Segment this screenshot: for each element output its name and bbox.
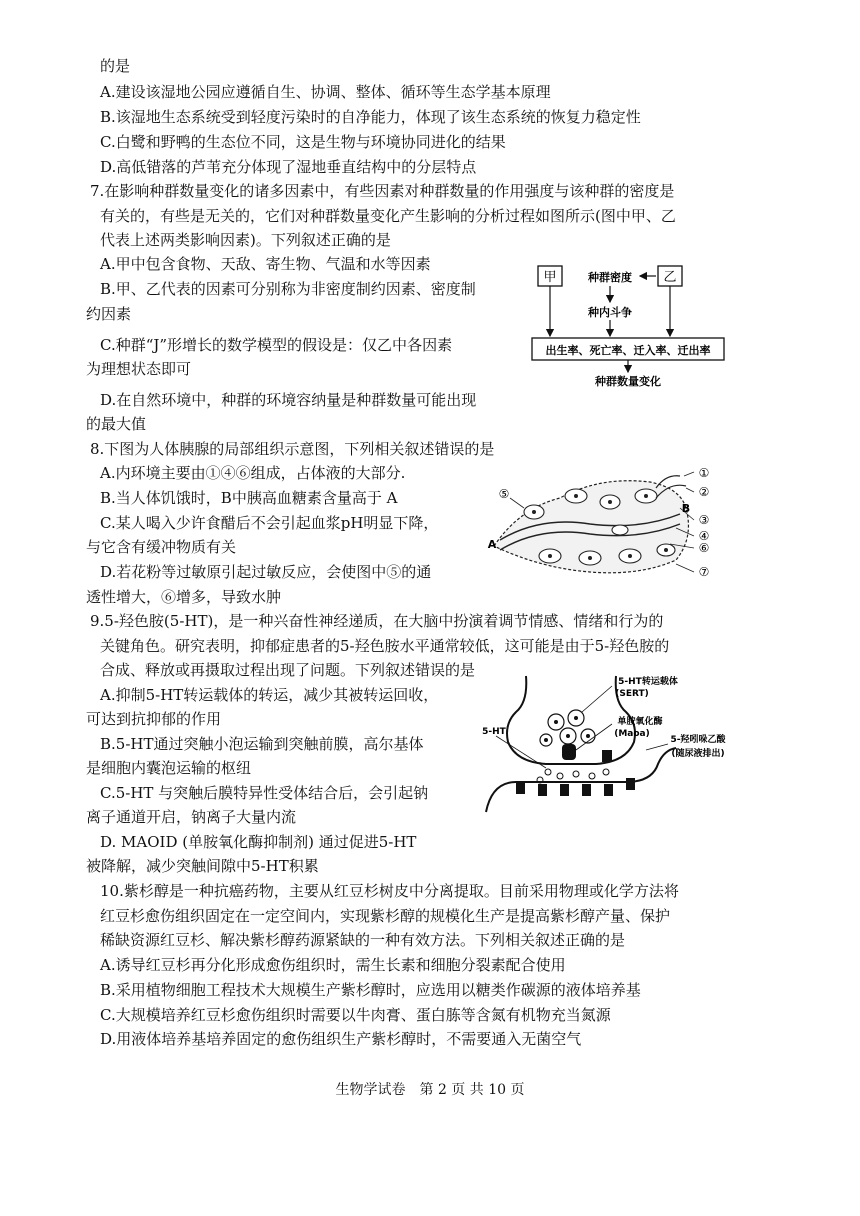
option-a: A.诱导红豆杉再分化形成愈伤组织时，需生长素和细胞分裂素配合使用 <box>100 956 566 974</box>
label-1: ① <box>698 468 710 480</box>
label-2: ② <box>698 485 710 499</box>
sert-transporter <box>602 750 612 762</box>
text-line: 稀缺资源红豆杉、解决紫杉醇药源紧缺的一种有效方法。下列相关叙述正确的是 <box>100 931 626 949</box>
text-line: 为理想状态即可 <box>86 360 192 378</box>
question-9: 9.5-羟色胺(5-HT)，是一种兴奋性神经递质，在大脑中扮演着调节情感、情绪和行为的 <box>90 612 664 630</box>
option-c: C.某人喝入少许食醋后不会引起血浆pH明显下降， <box>100 514 439 532</box>
change-label: 种群数量变化 <box>595 375 661 388</box>
question-7: 7.在影响种群数量变化的诸多因素中，有些因素对种群数量的作用强度与该种群的密度是 <box>90 182 675 200</box>
5ht-label: 5-HT <box>482 727 506 737</box>
question-8: 8.下图为人体胰腺的局部组织示意图，下列相关叙述错误的是 <box>90 440 495 458</box>
option-b: B.采用植物细胞工程技术大规模生产紫杉醇时，应选用以糖类作碳源的液体培养基 <box>100 981 641 999</box>
text-line: 合成、释放或再摄取过程出现了问题。下列叙述错误的是 <box>100 661 476 679</box>
population-factors-diagram <box>528 262 728 390</box>
option-d: D.高低错落的芦苇充分体现了湿地垂直结构中的分层特点 <box>100 158 477 176</box>
option-c: C.白鹭和野鸭的生态位不同，这是生物与环境协同进化的结果 <box>100 133 506 151</box>
page-footer: 生物学试卷 第 2 页 共 10 页 <box>335 1082 525 1098</box>
option-d: D. MAOID (单胺氧化酶抑制剂) 通过促进5-HT <box>100 833 417 851</box>
maoa-enzyme <box>562 744 576 760</box>
acid-label: 5-羟吲哚乙酸 <box>670 735 726 745</box>
option-a: A.甲中包含食物、天敌、寄生物、气温和水等因素 <box>100 255 431 273</box>
pancreas-tissue-diagram <box>480 468 720 580</box>
option-a: A.建设该湿地公园应遵循自生、协调、整体、循环等生态学基本原理 <box>100 83 551 101</box>
option-c: C.5-HT 与突触后膜特异性受体结合后，会引起钠 <box>100 784 429 802</box>
text-line: 的最大值 <box>86 415 147 433</box>
text-line: 被降解，减少突触间隙中5-HT积累 <box>86 857 319 875</box>
competition-label: 种内斗争 <box>588 306 632 319</box>
option-d: D.用液体培养基培养固定的愈伤组织生产紫杉醇时，不需要通入无菌空气 <box>100 1030 582 1048</box>
option-b: B.甲、乙代表的因素可分别称为非密度制约因素、密度制 <box>100 280 476 298</box>
label-5: ⑤ <box>498 487 510 501</box>
option-a: A.内环境主要由①④⑥组成，占体液的大部分. <box>100 464 406 482</box>
text-line: 关键角色。研究表明，抑郁症患者的5-羟色胺水平通常较低，这可能是由于5-羟色胺的 <box>100 637 670 655</box>
text-line: 透性增大，⑥增多，导致水肿 <box>86 588 282 606</box>
option-b: B.5-HT通过突触小泡运输到突触前膜，高尔基体 <box>100 735 424 753</box>
option-b: B.该湿地生态系统受到轻度污染时的自净能力，体现了该生态系统的恢复力稳定性 <box>100 108 641 126</box>
label-3: ③ <box>698 513 710 527</box>
text-line: 是细胞内囊泡运输的枢纽 <box>86 759 252 777</box>
sert-abbr: (SERT) <box>615 689 649 699</box>
acid-note: (随尿液排出) <box>671 749 725 759</box>
text-line: 的是 <box>100 57 131 75</box>
label-7: ⑦ <box>698 565 710 579</box>
question-10: 10.紫杉醇是一种抗癌药物，主要从红豆杉树皮中分离提取。目前采用物理或化学方法将 <box>100 882 679 900</box>
text-line: 有关的，有些是无关的，它们对种群数量变化产生影响的分析过程如图所示(图中甲、乙 <box>100 207 676 225</box>
option-c: C.种群“J”形增长的数学模型的假设是：仅乙中各因素 <box>100 336 453 354</box>
text-line: 红豆杉愈伤组织固定在一定空间内，实现紫杉醇的规模化生产是提高紫杉醇产量、保护 <box>100 907 671 925</box>
option-d: D.在自然环境中，种群的环境容纳量是种群数量可能出现 <box>100 391 477 409</box>
synapse-diagram <box>476 672 726 820</box>
option-d: D.若花粉等过敏原引起过敏反应，会使图中⑤的通 <box>100 563 432 581</box>
option-b: B.当人体饥饿时，B中胰高血糖素含量高于 A <box>100 489 398 507</box>
jia-label: 甲 <box>543 270 557 285</box>
label-b: B <box>681 502 691 515</box>
density-label: 种群密度 <box>588 271 632 284</box>
sert-label: 5-HT转运载体 <box>618 677 678 687</box>
option-c: C.大规模培养红豆杉愈伤组织时需要以牛肉膏、蛋白胨等含氮有机物充当氮源 <box>100 1006 611 1024</box>
label-a: A <box>487 538 497 551</box>
maoa-label: 单胺氧化酶 <box>617 717 663 727</box>
maoa-abbr: (Maoa) <box>614 729 650 739</box>
label-6: ⑥ <box>698 541 710 555</box>
label-4: ④ <box>698 529 710 543</box>
text-line: 离子通道开启，钠离子大量内流 <box>86 808 297 826</box>
postsynaptic-membrane <box>486 748 676 812</box>
text-line: 代表上述两类影响因素)。下列叙述正确的是 <box>100 231 391 249</box>
yi-label: 乙 <box>663 270 677 285</box>
text-line: 与它含有缓冲物质有关 <box>86 538 237 556</box>
option-a: A.抑制5-HT转运载体的转运，减少其被转运回收， <box>100 686 439 704</box>
text-line: 可达到抗抑郁的作用 <box>86 710 222 728</box>
text-line: 约因素 <box>86 305 132 323</box>
rates-label: 出生率、死亡率、迁入率、迁出率 <box>545 344 711 357</box>
